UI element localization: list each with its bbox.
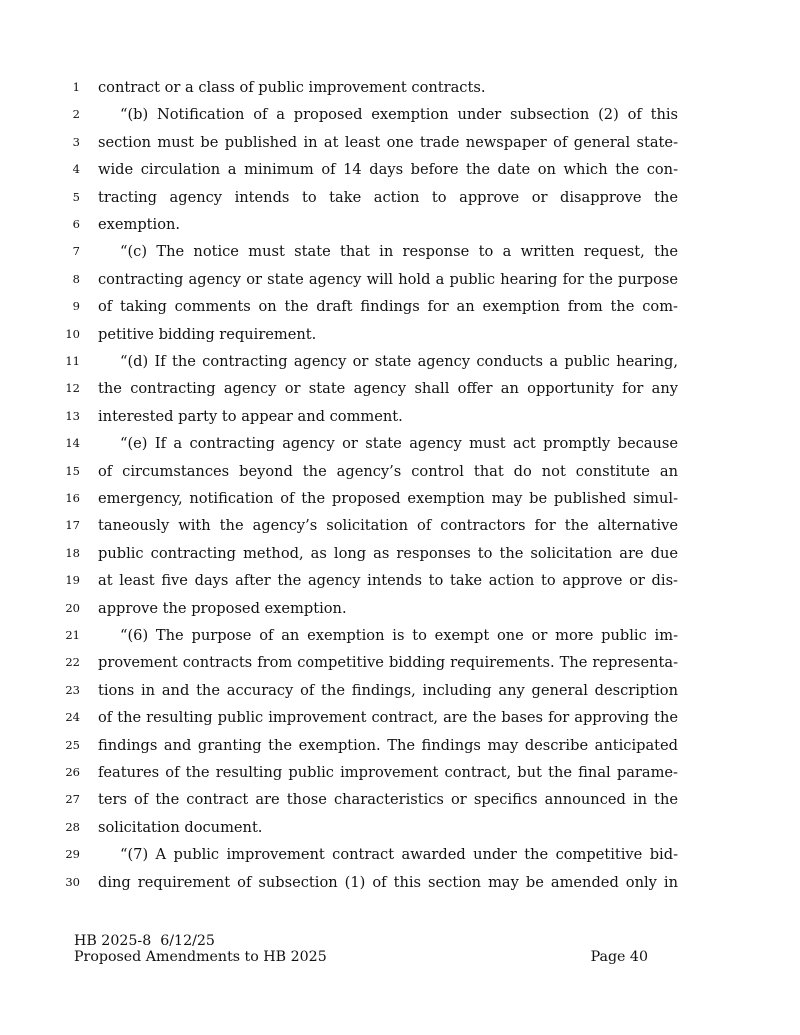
text-line — [60, 430, 680, 457]
line-number: 23 — [65, 682, 80, 697]
line-text: taneously with the agency’s solicitation of contractors for the alternative — [98, 517, 678, 535]
line-text: of the resulting public improvement contract, are the bases for approving the — [98, 709, 678, 727]
line-number: 3 — [72, 134, 80, 149]
line-text: “(6) The purpose of an exemption is to exempt one or more public im- — [120, 627, 678, 644]
text-line — [60, 595, 680, 622]
text-line — [60, 704, 680, 731]
line-text: the contracting agency or state agency shall offer an opportunity for any — [98, 380, 678, 398]
text-line — [60, 458, 680, 485]
text-line — [60, 375, 680, 402]
line-number: 5 — [72, 189, 80, 204]
line-text: contract or a class of public improvement contracts. — [98, 79, 486, 96]
footer-page-number: Page 40 — [590, 949, 648, 965]
line-number: 26 — [65, 765, 80, 779]
text-line — [60, 348, 680, 375]
line-number: 6 — [72, 217, 80, 231]
line-text: “(d) If the contracting agency or state agency conducts a public hearing, — [120, 353, 678, 370]
line-text: “(7) A public improvement contract awarded under the competitive bid- — [120, 846, 678, 864]
line-text: provement contracts from competitive bidding requirements. The representa- — [98, 654, 678, 672]
line-number: 28 — [65, 819, 80, 834]
text-line — [60, 649, 680, 676]
text-line — [60, 74, 680, 101]
line-number: 8 — [72, 271, 80, 286]
page-footer — [74, 933, 654, 965]
line-text: petitive bidding requirement. — [98, 325, 317, 343]
text-line — [60, 101, 680, 128]
text-line — [60, 841, 680, 868]
text-line — [60, 238, 680, 265]
line-text: of circumstances beyond the agency’s control that do not constitute an — [98, 462, 678, 480]
line-number: 11 — [65, 354, 80, 368]
text-line — [60, 293, 680, 320]
line-text: findings and granting the exemption. The findings may describe anticipated — [98, 736, 678, 754]
text-line — [60, 759, 680, 786]
line-number: 19 — [65, 573, 80, 588]
text-line — [60, 732, 680, 759]
line-number: 13 — [65, 408, 80, 423]
text-line — [60, 869, 680, 896]
text-line — [60, 129, 680, 156]
line-number: 7 — [72, 244, 80, 259]
line-number: 12 — [65, 381, 80, 396]
line-text: “(b) Notification of a proposed exemption under subsection (2) of this — [120, 106, 678, 124]
footer-title: Proposed Amendments to HB 2025 — [74, 949, 327, 965]
line-text: ding requirement of subsection (1) of this section may be amended only in — [98, 873, 678, 891]
line-text: features of the resulting public improvement contract, but the final parame- — [98, 764, 678, 781]
line-number: 18 — [65, 545, 80, 560]
line-text: tracting agency intends to take action to approve or disapprove the — [98, 188, 678, 206]
text-line — [60, 677, 680, 704]
text-line — [60, 512, 680, 539]
line-text: at least five days after the agency intends to take action to approve or dis- — [98, 572, 678, 590]
text-line — [60, 211, 680, 238]
line-number: 21 — [65, 628, 80, 642]
line-number: 29 — [65, 847, 80, 862]
text-line — [60, 266, 680, 293]
line-number: 1 — [72, 80, 80, 94]
line-text: contracting agency or state agency will hold a public hearing for the purpose — [98, 270, 678, 288]
line-text: of taking comments on the draft findings for an exemption from the com- — [98, 298, 678, 316]
text-line — [60, 403, 680, 430]
line-number: 27 — [65, 792, 80, 807]
line-text: section must be published in at least one trade newspaper of general state- — [98, 133, 678, 151]
line-text: approve the proposed exemption. — [98, 599, 347, 617]
line-text: emergency, notification of the proposed exemption may be published simul- — [98, 490, 678, 507]
line-number: 10 — [65, 326, 80, 341]
text-line — [60, 567, 680, 594]
text-line — [60, 321, 680, 348]
footer-bill-date: HB 2025-8 6/12/25 — [74, 933, 215, 949]
text-line — [60, 814, 680, 841]
text-line — [60, 184, 680, 211]
line-number: 14 — [65, 436, 80, 451]
line-text: ters of the contract are those characteristics or specifics announced in the — [98, 791, 678, 809]
line-text: “(e) If a contracting agency or state agency must act promptly because — [120, 435, 678, 453]
line-number: 20 — [65, 600, 80, 615]
line-text: wide circulation a minimum of 14 days before the date on which the con- — [98, 161, 678, 179]
text-line — [60, 622, 680, 649]
text-line — [60, 786, 680, 813]
text-line — [60, 485, 680, 512]
line-text: solicitation document. — [98, 818, 263, 836]
line-number: 2 — [72, 107, 80, 122]
line-number: 25 — [65, 737, 80, 752]
line-number: 15 — [65, 463, 80, 478]
text-line — [60, 540, 680, 567]
line-number: 24 — [65, 710, 80, 725]
line-text: “(c) The notice must state that in response to a written request, the — [120, 243, 678, 261]
line-number: 4 — [72, 162, 80, 177]
line-text: exemption. — [98, 216, 181, 233]
text-line — [60, 156, 680, 183]
line-text: public contracting method, as long as responses to the solicitation are due — [98, 544, 678, 562]
line-number: 30 — [65, 874, 80, 889]
line-text: interested party to appear and comment. — [98, 407, 403, 425]
line-number: 22 — [65, 655, 80, 670]
line-number: 9 — [72, 299, 80, 314]
line-number: 17 — [65, 518, 80, 533]
line-text: tions in and the accuracy of the findings, including any general description — [98, 681, 678, 699]
line-number: 16 — [65, 491, 80, 505]
